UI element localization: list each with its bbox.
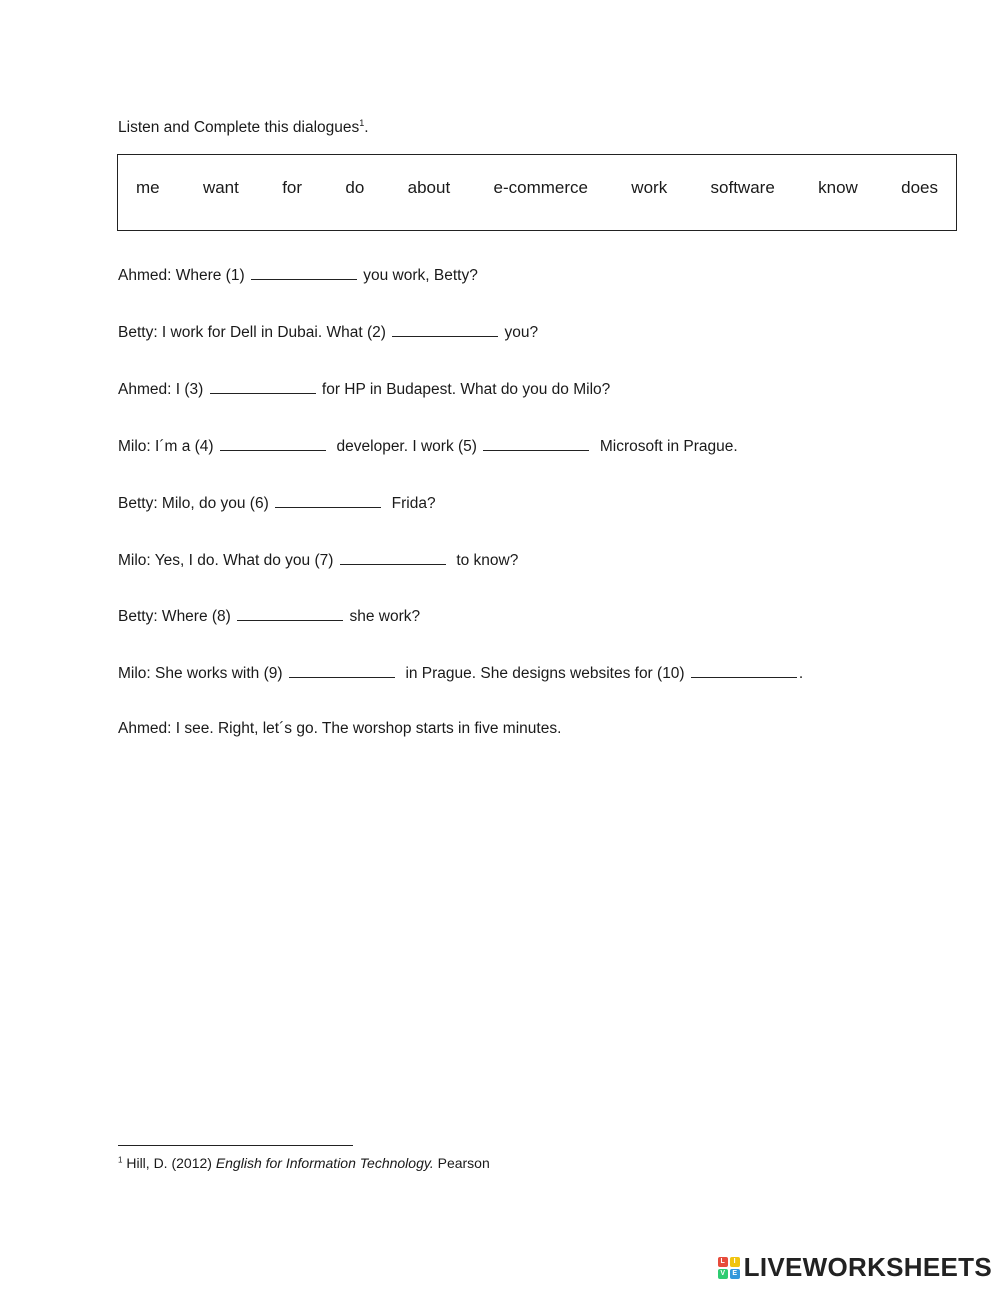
line-text: developer. I work (5) — [327, 438, 482, 455]
blank-8[interactable] — [237, 606, 343, 621]
word-bank-item: want — [202, 177, 239, 197]
line-text: you work, Betty? — [358, 267, 478, 284]
word-bank-item: does — [901, 177, 938, 197]
line-text: Milo: I´m a (4) — [118, 438, 218, 455]
footnote-number: 1 — [118, 1155, 123, 1165]
line-text: to know? — [447, 552, 519, 569]
line-text: . — [798, 665, 804, 682]
dialogue-line-7 — [118, 606, 420, 626]
line-text: Frida? — [383, 495, 436, 512]
logo-text: LIVEWORKSHEETS — [743, 1252, 992, 1282]
line-text: in Prague. She designs websites for (10) — [396, 665, 689, 682]
line-text: Milo: She works with (9) — [118, 665, 287, 682]
logo-cube: L — [718, 1257, 728, 1267]
blank-6[interactable] — [275, 493, 381, 508]
dialogue-line-1 — [118, 265, 478, 285]
line-text: you? — [500, 324, 539, 341]
instruction — [118, 118, 369, 137]
line-text: Ahmed: I (3) — [118, 381, 208, 398]
blank-10[interactable] — [691, 663, 797, 678]
logo-cube: I — [730, 1257, 740, 1267]
dialogue-line-8 — [118, 663, 803, 683]
word-bank-item: work — [631, 177, 668, 197]
word-bank — [117, 154, 957, 231]
blank-7[interactable] — [340, 550, 446, 565]
footnote-divider — [118, 1145, 353, 1146]
instruction-text: Listen and Complete this dialogues — [118, 119, 360, 137]
dialogue-line-4 — [118, 436, 738, 456]
footnote-mark: 1 — [359, 118, 365, 128]
word-bank-item: e-commerce — [493, 177, 588, 197]
line-text: Microsoft in Prague. — [591, 438, 738, 455]
dialogue-line-3 — [118, 379, 610, 399]
word-bank-item: know — [818, 177, 858, 197]
dialogue-line-6 — [118, 550, 518, 570]
line-text: Betty: Milo, do you (6) — [118, 495, 274, 512]
footnote — [118, 1155, 490, 1171]
line-text: Milo: Yes, I do. What do you (7) — [118, 552, 338, 569]
logo-cubes-icon — [718, 1257, 740, 1279]
blank-9[interactable] — [289, 663, 395, 678]
logo-cube: V — [718, 1269, 728, 1279]
blank-5[interactable] — [483, 436, 589, 451]
word-bank-item: for — [282, 177, 303, 197]
line-text: Betty: I work for Dell in Dubai. What (2) — [118, 324, 391, 341]
line-text: Ahmed: Where (1) — [118, 267, 249, 284]
line-text: she work? — [345, 608, 421, 625]
word-bank-item: software — [710, 177, 775, 197]
blank-4[interactable] — [220, 436, 326, 451]
line-text: Ahmed: I see. Right, let´s go. The worshop starts in five minutes. — [118, 720, 562, 737]
dialogue-line-2 — [118, 322, 538, 342]
dialogue-line-5 — [118, 493, 436, 513]
blank-1[interactable] — [251, 265, 357, 280]
word-bank-item: about — [407, 177, 451, 197]
blank-3[interactable] — [210, 379, 316, 394]
word-bank-item: me — [136, 177, 160, 197]
footnote-author: Hill, D. (2012) — [122, 1155, 216, 1171]
logo-cube: E — [730, 1269, 740, 1279]
word-bank-item: do — [345, 177, 365, 197]
footnote-publisher: Pearson — [433, 1155, 490, 1171]
line-text: Betty: Where (8) — [118, 608, 236, 625]
liveworksheets-logo — [718, 1252, 992, 1283]
footnote-title: English for Information Technology. — [215, 1155, 434, 1171]
instruction-end: . — [364, 119, 369, 137]
blank-2[interactable] — [392, 322, 498, 337]
line-text: for HP in Budapest. What do you do Milo? — [317, 381, 611, 398]
dialogue-line-9 — [118, 720, 561, 738]
